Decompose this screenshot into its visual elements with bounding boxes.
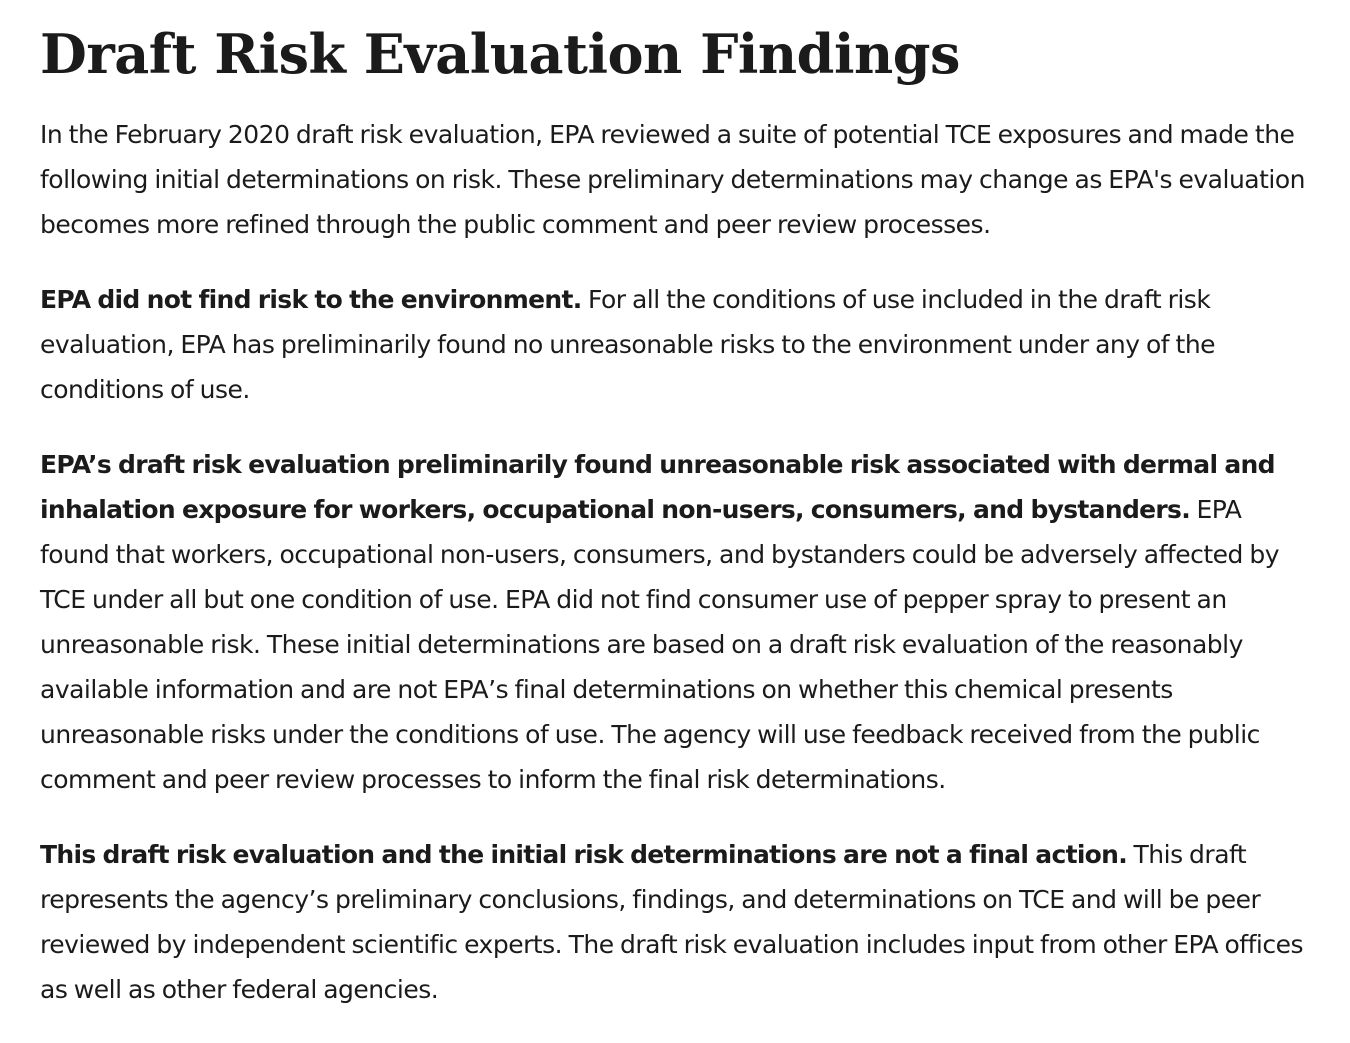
not-final-action-paragraph xyxy=(40,832,1310,1012)
human-risk-finding-paragraph xyxy=(40,442,1310,802)
not-final-action-lead: This draft risk evaluation and the initial risk determinations are not a final action. xyxy=(40,840,1128,869)
page-title: Draft Risk Evaluation Findings xyxy=(40,22,960,86)
not-final-action-text: This draft represents the agency’s preliminary conclusions, findings, and determinations on TCE and will be peer reviewed by independent scientific experts. The draft risk evaluation includes input from other EPA offices as well as other federal agencies. xyxy=(40,840,1304,1004)
intro-paragraph-text: In the February 2020 draft risk evaluation, EPA reviewed a suite of potential TCE exposures and made the following initial determinations on risk. These preliminary determinations may change as EPA's evaluation becomes more refined through the public comment and peer review processes. xyxy=(40,120,1306,239)
environment-finding-text: For all the conditions of use included in the draft risk evaluation, EPA has preliminarily found no unreasonable risks to the environment under any of the conditions of use. xyxy=(40,285,1216,404)
human-risk-finding-lead: EPA’s draft risk evaluation preliminarily found unreasonable risk associated with dermal and inhalation exposure for workers, occupational non-users, consumers, and bystanders. xyxy=(40,450,1275,524)
environment-finding-paragraph xyxy=(40,277,1310,412)
human-risk-finding-text: EPA found that workers, occupational non-users, consumers, and bystanders could be adversely affected by TCE under all but one condition of use. EPA did not find consumer use of pepper spray to present an unreasonable risk. These initial determinations are based on a draft risk evaluation of the reasonably available information and are not EPA’s final determinations on whether this chemical presents unreasonable risks under the conditions of use. The agency will use feedback received from the public comment and peer review processes to inform the final risk determinations. xyxy=(40,495,1279,794)
environment-finding-lead: EPA did not find risk to the environment. xyxy=(40,285,582,314)
intro-paragraph xyxy=(40,112,1310,247)
